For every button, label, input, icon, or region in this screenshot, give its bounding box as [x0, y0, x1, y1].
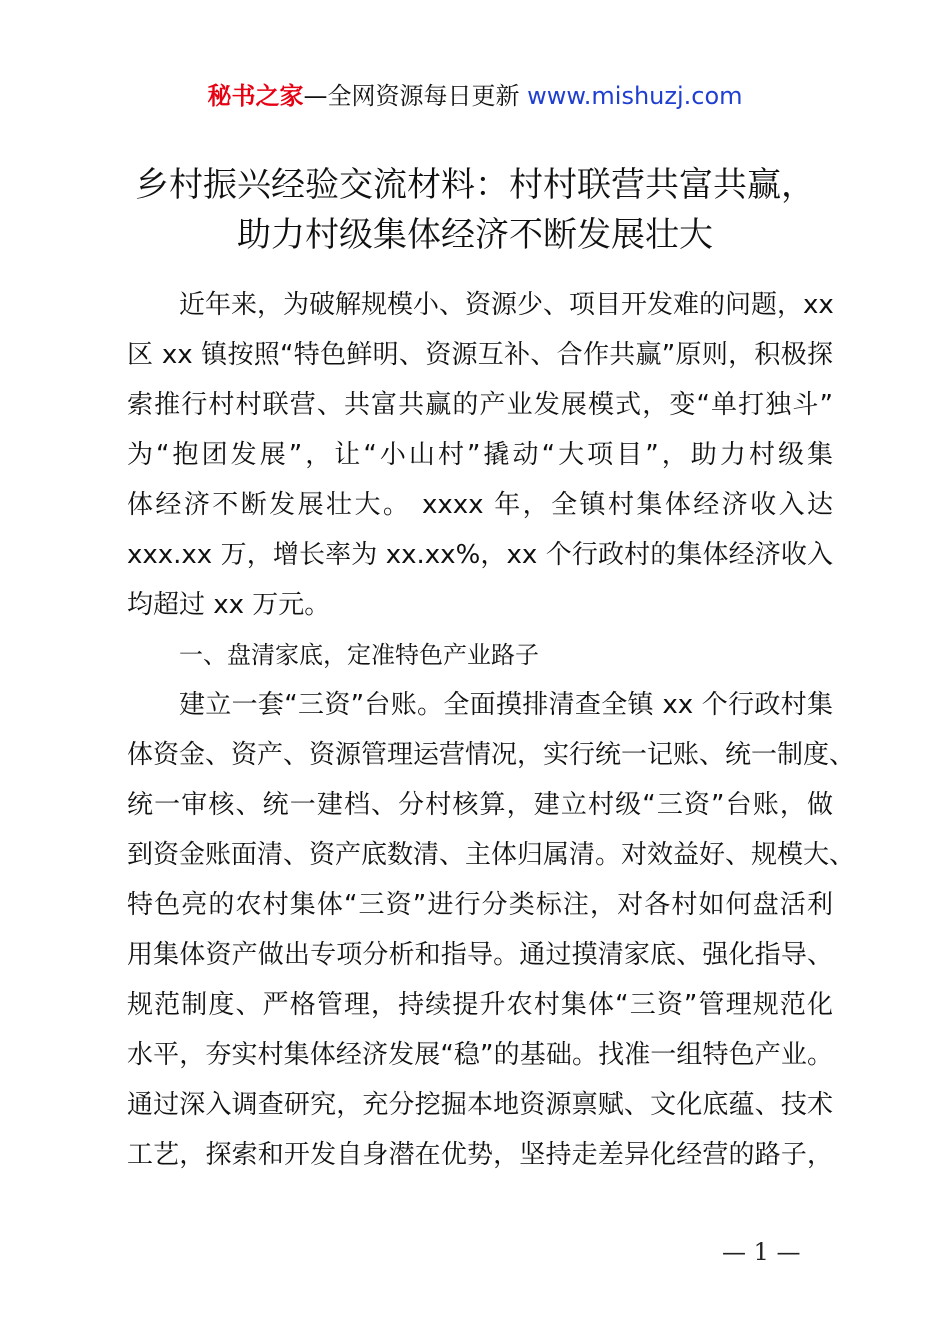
body-line: 水平，夯实村集体经济发展“稳”的基础。找准一组特色产业。 [127, 1040, 833, 1070]
body-line: 特色亮的农村集体“三资”进行分类标注，对各村如何盘活利 [127, 890, 833, 920]
body-line: 规范制度、严格管理，持续提升农村集体“三资”管理规范化 [127, 990, 833, 1020]
site-url-link[interactable]: www.mishuzj.com [527, 82, 743, 110]
body-line: 建立一套“三资”台账。全面摸排清查全镇 xx 个行政村集 [179, 690, 833, 720]
body-line: 工艺，探索和开发自身潜在优势，坚持走差异化经营的路子， [127, 1140, 833, 1170]
body-line: 体资金、资产、资源管理运营情况，实行统一记账、统一制度、 [127, 740, 856, 770]
body-line: 通过深入调查研究，充分挖掘本地资源禀赋、文化底蕴、技术 [127, 1090, 833, 1120]
title-line-1: 乡村振兴经验交流材料：村村联营共富共赢， [135, 165, 815, 205]
body-line: 近年来，为破解规模小、资源少、项目开发难的问题，xx [179, 290, 834, 320]
body-line: 索推行村村联营、共富共赢的产业发展模式，变“单打独斗” [127, 390, 833, 420]
body-line: xxx.xx 万，增长率为 xx.xx%，xx 个行政村的集体经济收入 [127, 540, 833, 570]
body-line: 为“抱团发展”，让“小山村”撬动“大项目”，助力村级集 [127, 440, 833, 470]
body-line: 统一审核、统一建档、分村核算，建立村级“三资”台账，做 [127, 790, 833, 820]
page-header [0, 78, 950, 114]
section-heading: 一、盘清家底，定准特色产业路子 [179, 641, 539, 669]
document-title [0, 160, 950, 260]
title-line-2: 助力村级集体经济不断发展壮大 [237, 215, 713, 255]
body-line: 到资金账面清、资产底数清、主体归属清。对效益好、规模大、 [127, 840, 856, 870]
body-line: 体经济不断发展壮大。 xxxx 年，全镇村集体经济收入达 [127, 490, 833, 520]
brand-name: 秘书之家 [207, 82, 304, 110]
page-number: — 1 — [722, 1238, 801, 1266]
header-slogan: —全网资源每日更新 [303, 82, 528, 110]
body-line: 用集体资产做出专项分析和指导。通过摸清家底、强化指导、 [127, 940, 833, 970]
body-line: 均超过 xx 万元。 [127, 590, 331, 620]
body-line: 区 xx 镇按照“特色鲜明、资源互补、合作共赢”原则，积极探 [127, 340, 833, 370]
document-body [127, 280, 856, 1180]
